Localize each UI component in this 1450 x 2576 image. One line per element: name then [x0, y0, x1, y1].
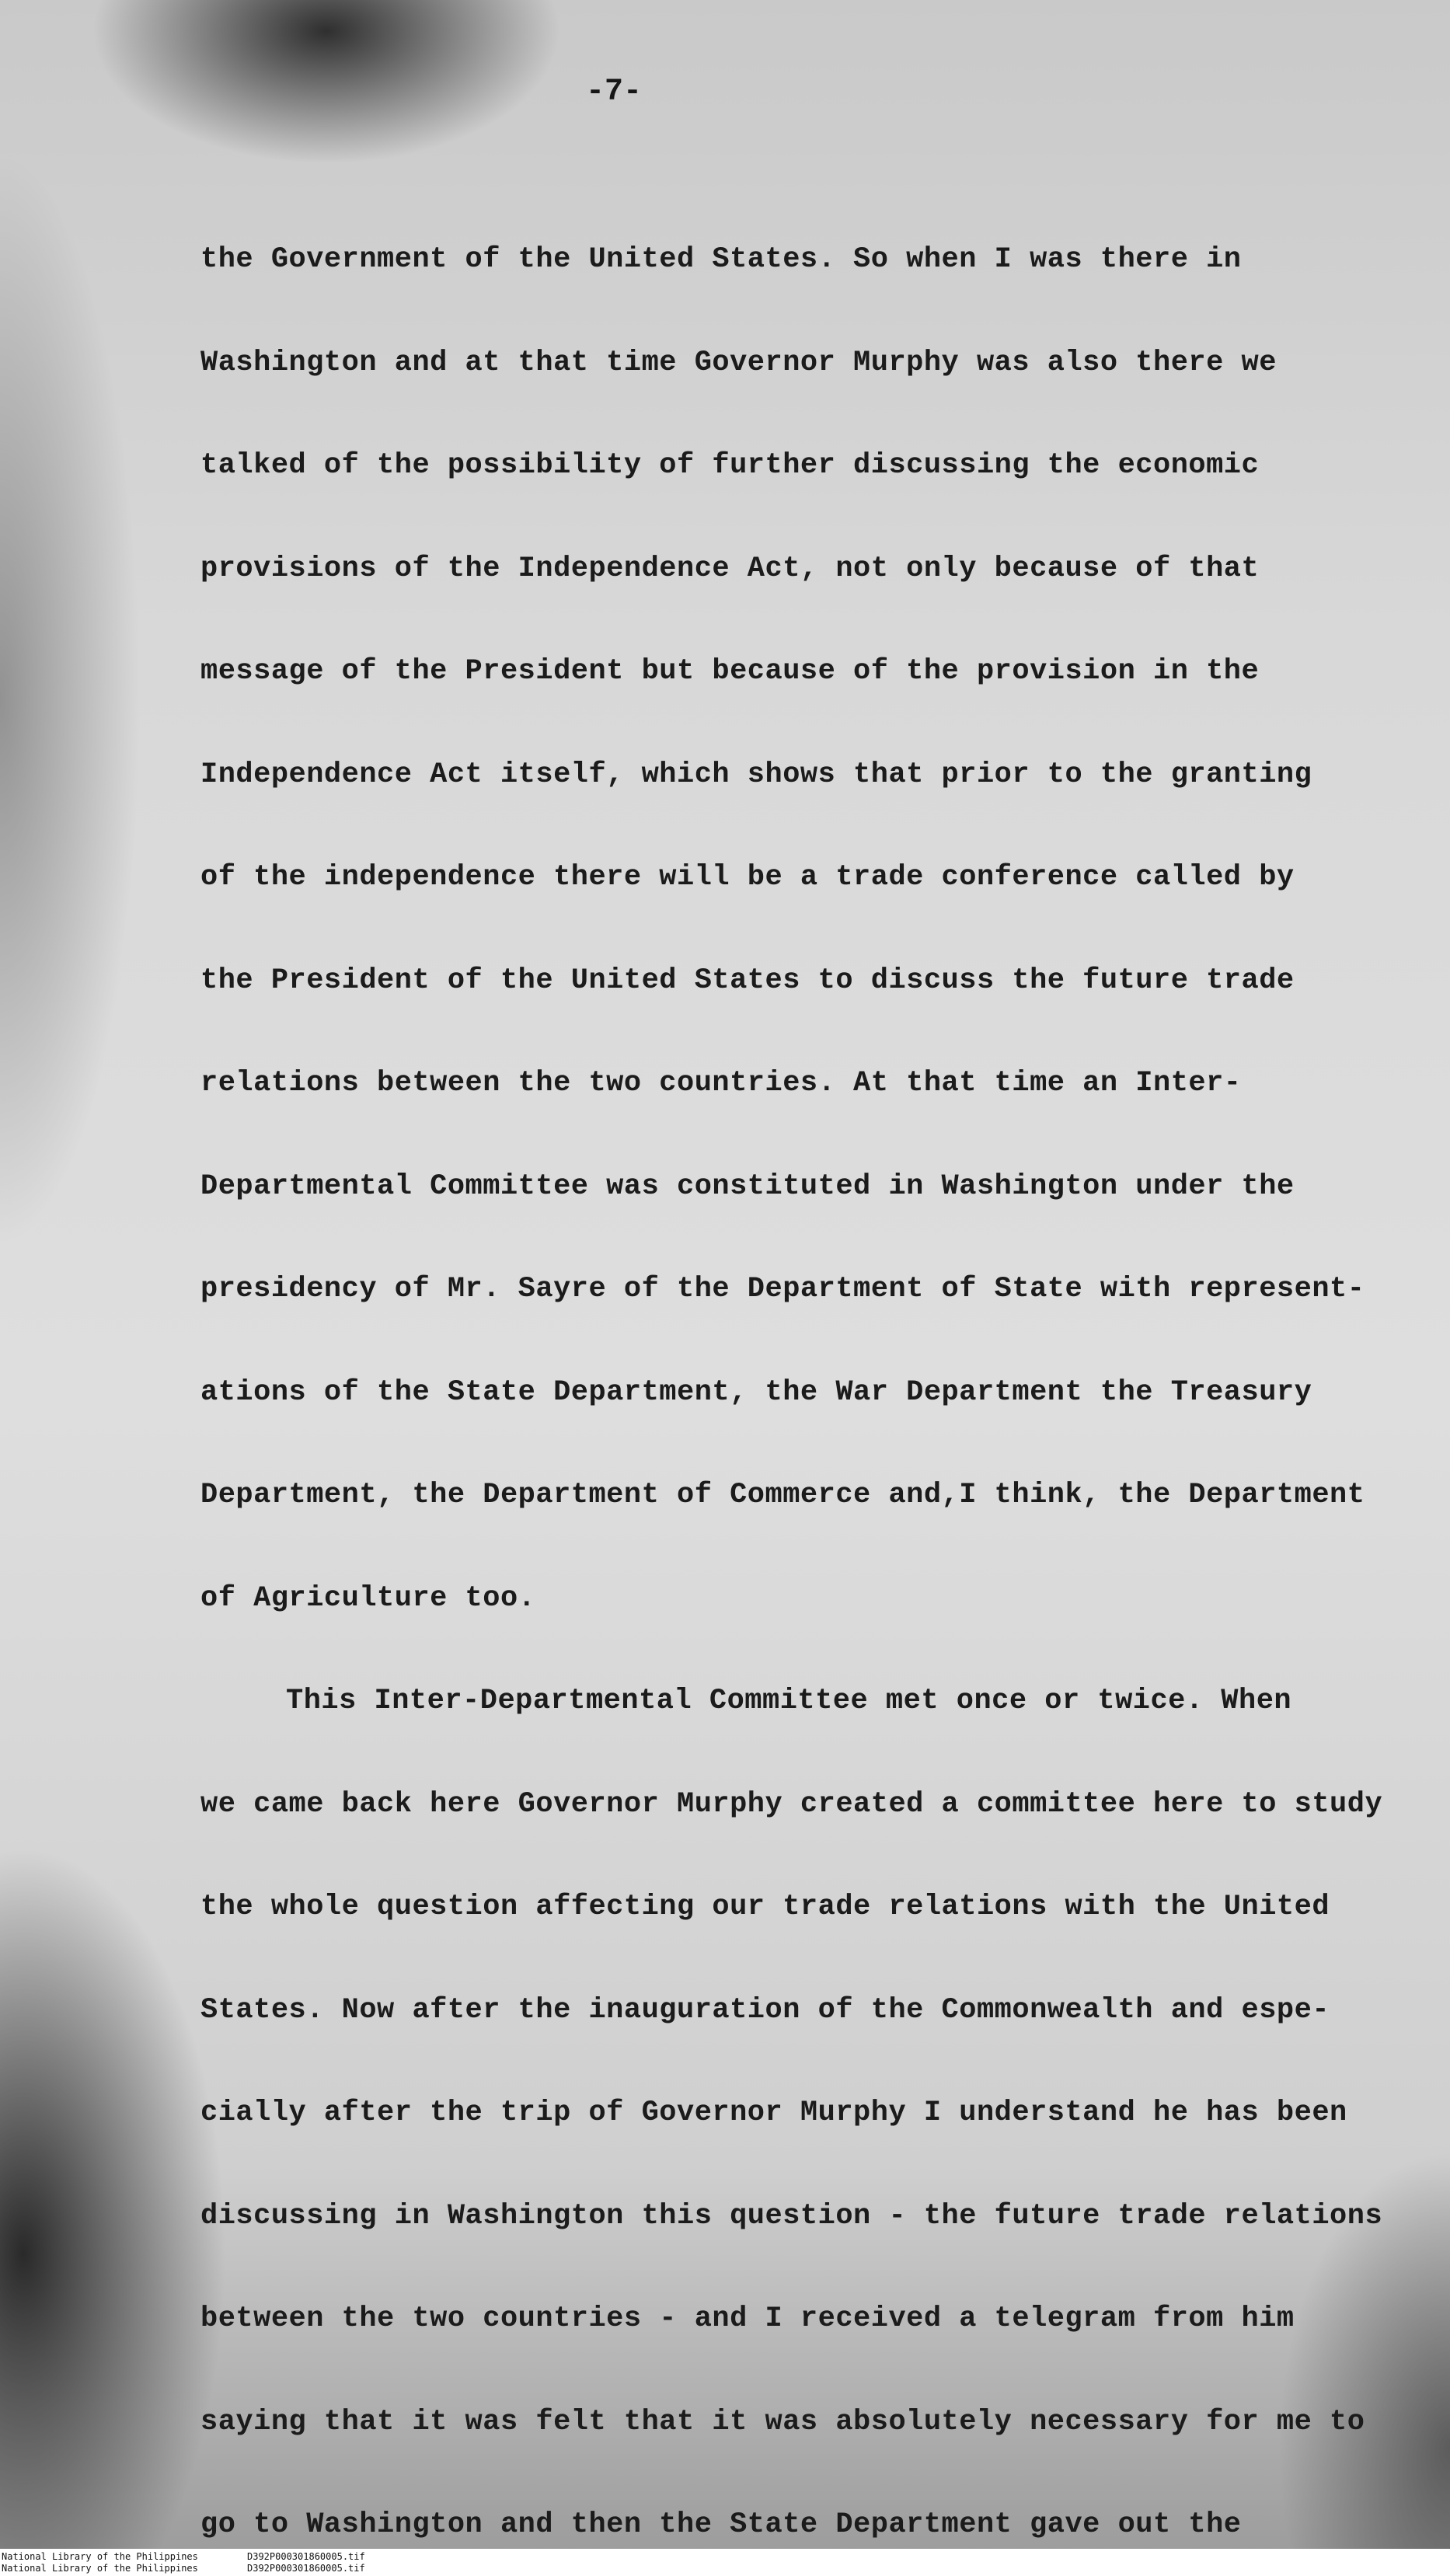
- text-line: the Government of the United States. So when I was there in: [200, 243, 1242, 276]
- footer-row: [0, 2551, 1450, 2563]
- text-line: discussing in Washington this question - the future trade relations: [200, 2199, 1383, 2233]
- text-line: Department, the Department of Commerce and,I think, the Department: [200, 1479, 1365, 1511]
- page-number: -7-: [585, 75, 642, 110]
- text-line: States. Now after the inauguration of the Commonwealth and espe-: [200, 1993, 1330, 2027]
- text-line: Washington and at that time Governor Murphy was also there we: [200, 346, 1277, 379]
- file-name: D392P000301860005.tif: [247, 2551, 365, 2562]
- text-line: the whole question affecting our trade relations with the United: [200, 1891, 1330, 1923]
- text-line: Independence Act itself, which shows that prior to the granting: [200, 758, 1312, 791]
- text-line: cially after the trip of Governor Murphy I understand he has been: [200, 2097, 1347, 2129]
- document-body: [200, 208, 1382, 2549]
- text-line: of the independence there will be a trade conference called by: [200, 861, 1295, 894]
- text-line: go to Washington and then the State Department gave out the: [200, 2508, 1242, 2541]
- text-line: the President of the United States to discuss the future trade: [200, 964, 1295, 997]
- file-name: D392P000301860005.tif: [247, 2563, 365, 2574]
- text-line: talked of the possibility of further discussing the economic: [200, 449, 1260, 482]
- text-line: we came back here Governor Murphy created a committee here to study: [200, 1787, 1383, 1821]
- text-line: ations of the State Department, the War Department the Treasury: [200, 1375, 1312, 1409]
- scan-footer: [0, 2551, 1450, 2576]
- library-name: National Library of the Philippines: [2, 2563, 198, 2574]
- paragraph-first-line: This Inter-Departmental Committee met once or twice. When: [286, 1685, 1292, 1717]
- text-line: message of the President but because of the provision in the: [200, 655, 1260, 688]
- text-line: Departmental Committee was constituted in Washington under the: [200, 1169, 1295, 1203]
- text-line: presidency of Mr. Sayre of the Department of State with represent-: [200, 1273, 1365, 1305]
- text-line: relations between the two countries. At that time an Inter-: [200, 1067, 1242, 1100]
- text-line: between the two countries - and I received a telegram from him: [200, 2302, 1295, 2335]
- text-line: saying that it was felt that it was absolutely necessary for me to: [200, 2405, 1365, 2438]
- footer-row: [0, 2563, 1450, 2574]
- text-line: provisions of the Independence Act, not only because of that: [200, 552, 1260, 585]
- library-name: National Library of the Philippines: [2, 2551, 198, 2562]
- text-line: of Agriculture too.: [200, 1581, 536, 1615]
